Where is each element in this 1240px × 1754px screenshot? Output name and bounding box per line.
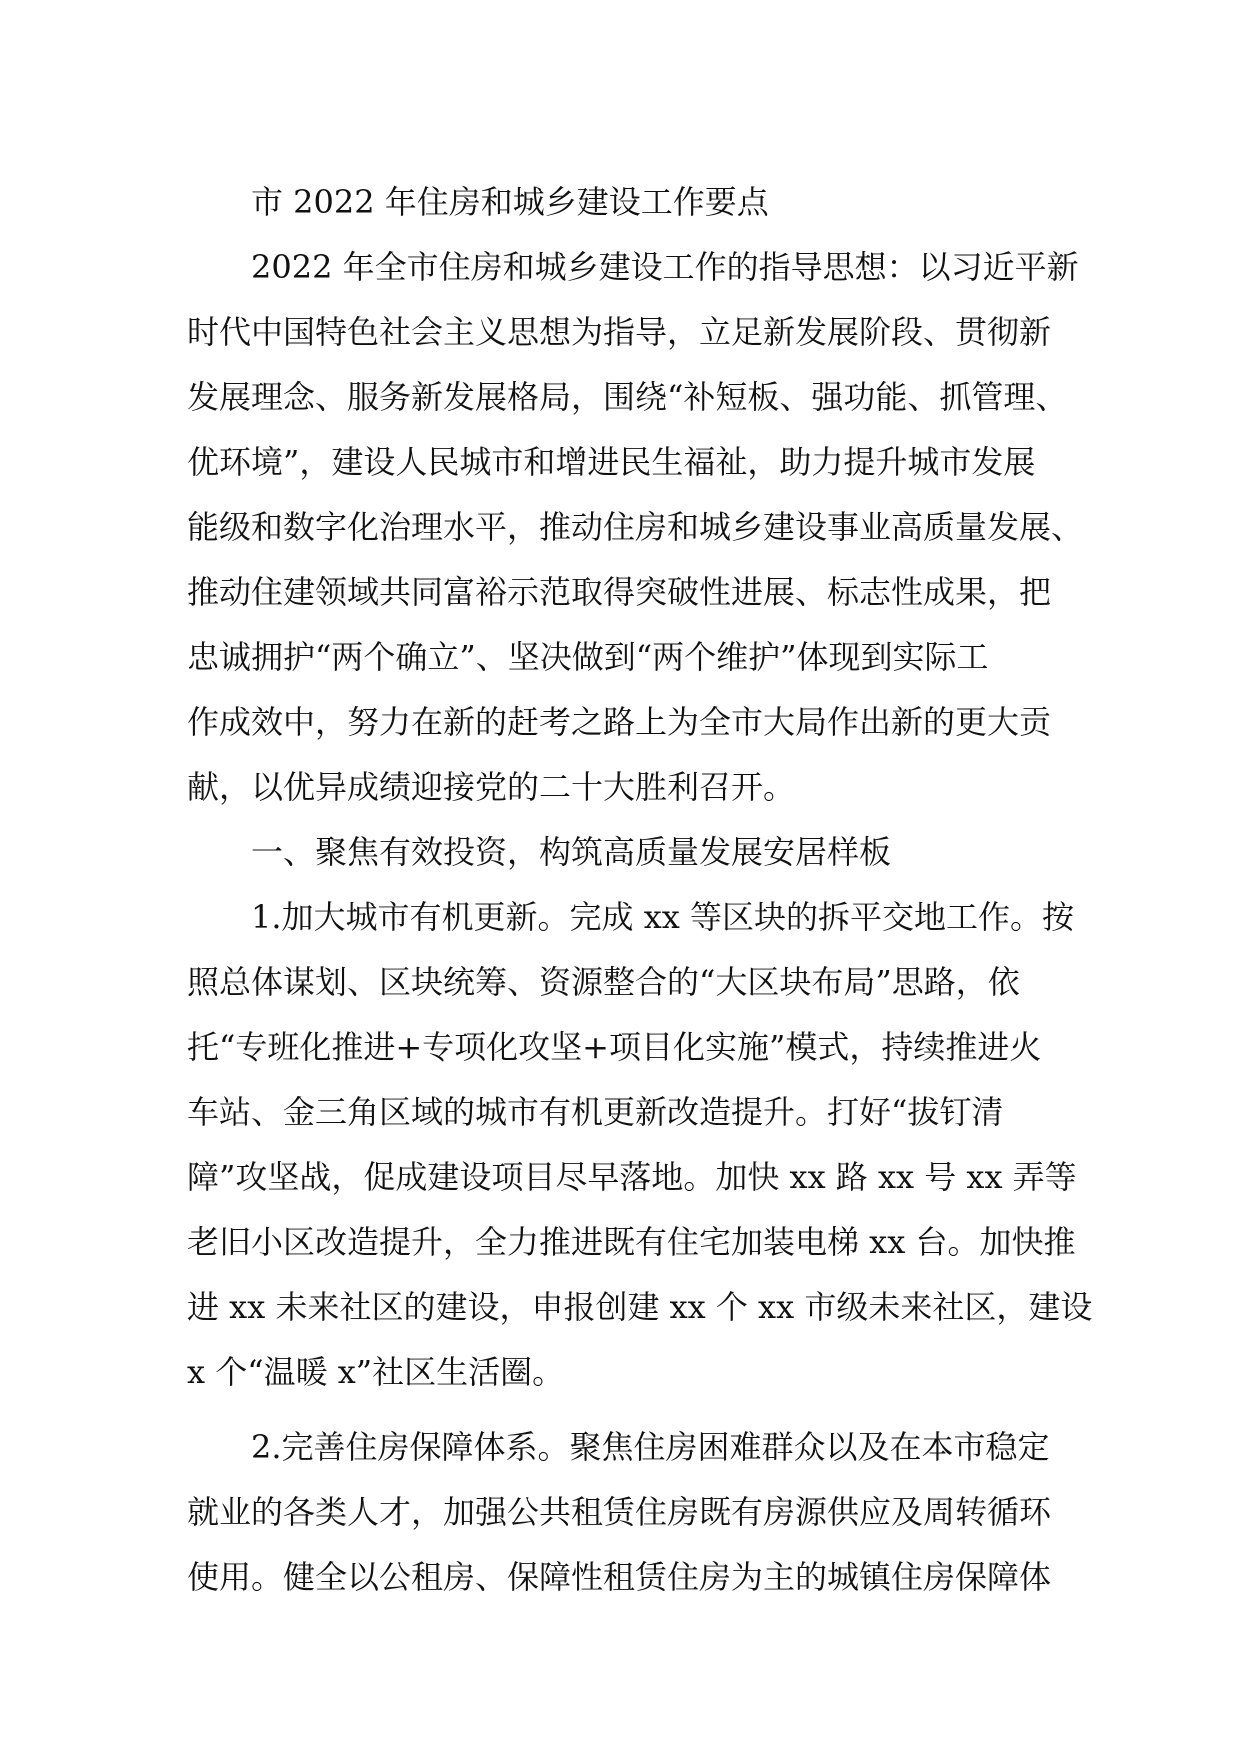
paragraph-guiding-thought [187, 235, 1084, 820]
paragraph-line: 献，以优异成绩迎接党的二十大胜利召开。 [187, 768, 796, 806]
paragraph-spacer [187, 1405, 1057, 1415]
paragraph-housing-security [187, 1415, 1057, 1610]
section-heading-1 [187, 820, 1057, 885]
paragraph-line: 能级和数字化治理水平，推动住房和城乡建设事业高质量发展、 [187, 508, 1084, 546]
paragraph-line: 就业的各类人才，加强公共租赁住房既有房源供应及周转循环 [187, 1493, 1052, 1531]
paragraph-line: 照总体谋划、区块统筹、资源整合的“大区块布局”思路，依 [187, 963, 1020, 1001]
document-title: 市 2022 年住房和城乡建设工作要点 [251, 183, 769, 221]
paragraph-line: 作成效中，努力在新的赶考之路上为全市大局作出新的更大贡 [187, 703, 1052, 741]
paragraph-line: 时代中国特色社会主义思想为指导，立足新发展阶段、贯彻新 [187, 313, 1052, 351]
paragraph-line: 进 xx 未来社区的建设，申报创建 xx 个 xx 市级未来社区，建设 [187, 1288, 1093, 1326]
paragraph-line: 2022 年全市住房和城乡建设工作的指导思想：以习近平新 [251, 248, 1079, 286]
document-body [187, 170, 1093, 1610]
paragraph-line: 障”攻坚战，促成建设项目尽早落地。加快 xx 路 xx 号 xx 弄等 [187, 1158, 1077, 1196]
paragraph-line: x 个“温暖 x”社区生活圈。 [187, 1353, 565, 1391]
paragraph-line: 发展理念、服务新发展格局，围绕“补短板、强功能、抓管理、 [187, 378, 1068, 416]
paragraph-urban-renewal [187, 885, 1093, 1405]
paragraph-line: 优环境”，建设人民城市和增进民生福祉，助力提升城市发展 [187, 443, 1036, 481]
paragraph-line: 1.加大城市有机更新。完成 xx 等区块的拆平交地工作。按 [251, 898, 1074, 936]
section-heading: 一、聚焦有效投资，构筑高质量发展安居样板 [251, 833, 892, 871]
paragraph-line: 使用。健全以公租房、保障性租赁住房为主的城镇住房保障体 [187, 1558, 1052, 1596]
paragraph-line: 托“专班化推进+专项化攻坚+项目化实施”模式，持续推进火 [187, 1028, 1042, 1066]
paragraph-line: 2.完善住房保障体系。聚焦住房困难群众以及在本市稳定 [251, 1428, 1050, 1466]
paragraph-line: 推动住建领域共同富裕示范取得突破性进展、标志性成果，把 [187, 573, 1052, 611]
paragraph-line: 车站、金三角区域的城市有机更新改造提升。打好“拔钉清 [187, 1093, 1004, 1131]
paragraph-line: 老旧小区改造提升，全力推进既有住宅加装电梯 xx 台。加快推 [187, 1223, 1076, 1261]
paragraph-line: 忠诚拥护“两个确立”、坚决做到“两个维护”体现到实际工 [187, 638, 989, 676]
